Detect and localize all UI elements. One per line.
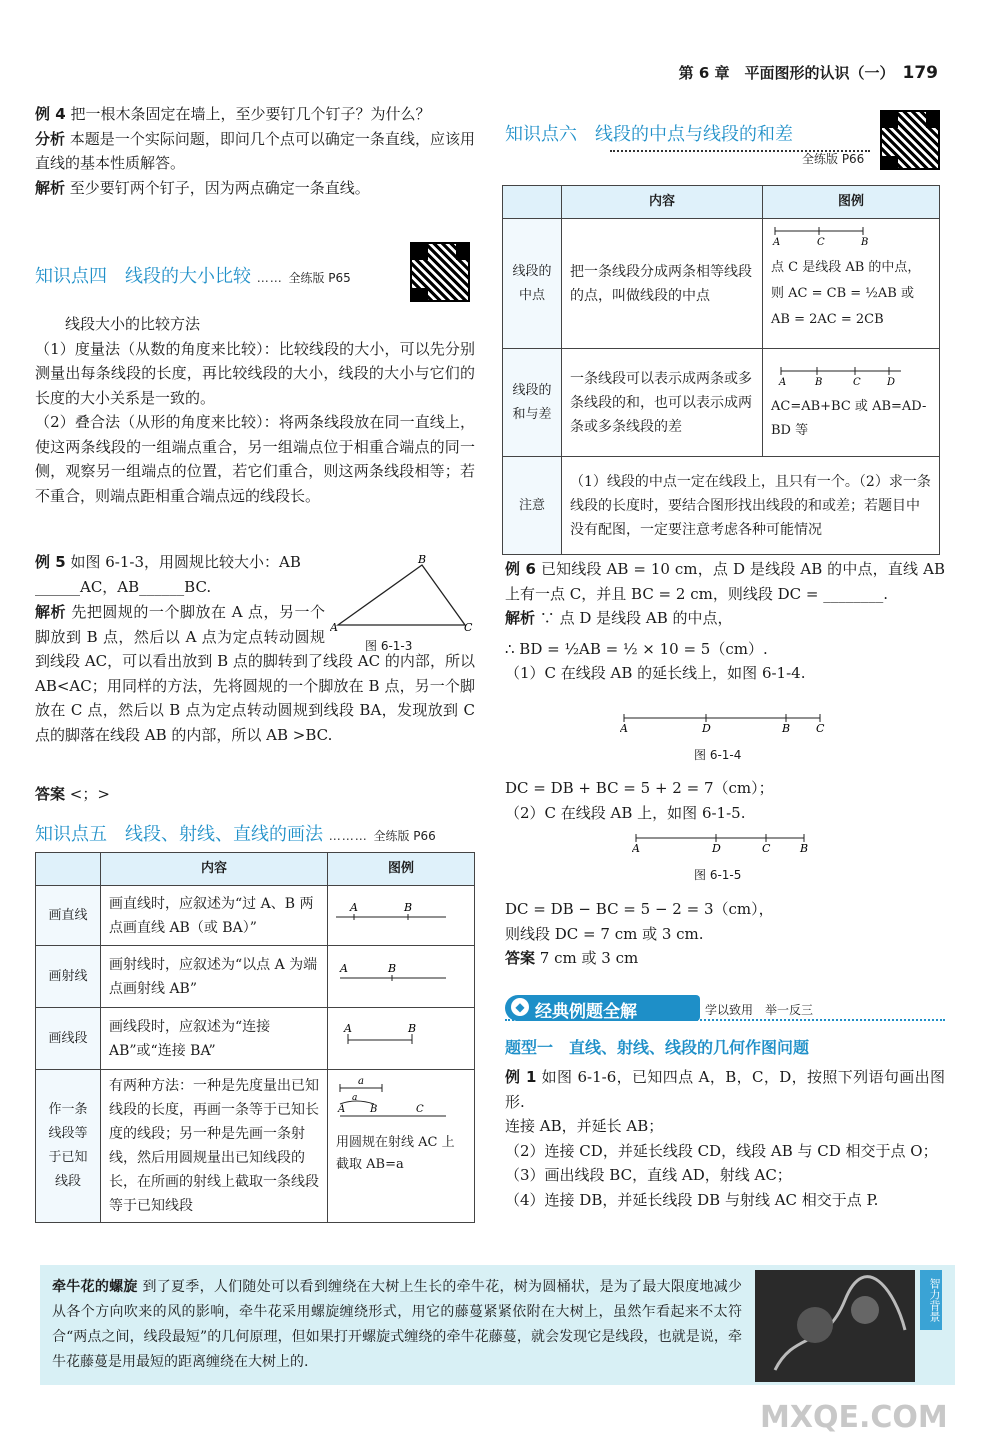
- table-row: [36, 946, 475, 1008]
- figure-6-1-4: [620, 710, 830, 734]
- point-a-label: A: [330, 621, 338, 634]
- kp4-para-0: 线段大小的比较方法: [65, 315, 201, 333]
- example-4: [35, 102, 475, 200]
- table-row: [503, 219, 940, 349]
- svg-text:A: A: [773, 237, 781, 247]
- ex5-q3: BC.: [184, 577, 212, 596]
- svg-text:A: A: [632, 842, 640, 854]
- tip-text: 到了夏季，人们随处可以看到缠绕在大树上生长的牵牛花，树为圆桶状，是为了最大限度地减少从各个方向吹来的风的影响，牵牛花采用螺旋缠绕形式，用它的藤蔓紧紧依附在大树上，虽然乍看起来不太符合“两点之间，线段最短”的几何原理，但如果打开螺旋式缠绕的牵牛花藤蔓，就会发现它是线段，也就是说，牵牛花藤蔓是用最短的距离缠绕在大树上的.: [52, 1279, 743, 1370]
- svg-text:C: C: [762, 842, 771, 854]
- svg-text:C: C: [816, 722, 825, 734]
- table6-header-row: [503, 186, 940, 219]
- svg-text:a: a: [358, 1076, 364, 1087]
- table5-row-text: 画直线时，应叙述为“过 A、B 两点画直线 AB（或 BA）”: [101, 886, 328, 946]
- table-row: [36, 1008, 475, 1070]
- ex5-answer-label: 答案: [35, 785, 66, 803]
- kp4-version: 全练版 P65: [288, 271, 351, 285]
- kp4-dots: ……: [256, 271, 283, 285]
- svg-text:a: a: [352, 1093, 358, 1103]
- svg-text:D: D: [702, 722, 711, 734]
- ex6-result-1: DC = DB + BC = 5 + 2 = 7（cm）；: [505, 779, 774, 797]
- ex1-item-2: （2）连接 CD，并延长线段 CD，线段 AB 与 CD 相交于点 O；: [505, 1141, 938, 1160]
- table-knowledge-6: [502, 185, 940, 555]
- fig-6-1-5-caption: 图 6-1-5: [694, 868, 742, 882]
- table6-row-label: 注意: [503, 457, 562, 555]
- table-row: [503, 457, 940, 555]
- table5-row-label: 画射线: [36, 946, 101, 1008]
- ex6-question: 已知线段 AB = 10 cm，点 D 是线段 AB 的中点，直线 AB 上有一点 C，并且 BC = 2 cm，则线段 DC = ________.: [505, 560, 945, 603]
- kp4-para-1: （1）度量法（从数的角度来比较）：比较线段的大小，可以先分别测量出每条线段的长度，再比较线段的大小，线段的大小与它们的长度的大小关系是一致的。: [35, 339, 475, 407]
- ex4-analysis-label: 分析: [35, 129, 66, 148]
- table5-header-content: 内容: [101, 853, 328, 886]
- copy-segment-note: 用圆规在射线 AC 上截取 AB=a: [336, 1135, 455, 1172]
- ex5-solution-block: [35, 600, 475, 747]
- copy-segment-figure: [328, 1070, 475, 1223]
- table5-header-figure: 图例: [328, 853, 475, 886]
- svg-text:A: A: [779, 376, 787, 387]
- svg-text:B: B: [861, 237, 869, 247]
- section-banner: [505, 995, 945, 1021]
- ex6-step-1: ∵ 点 D 是线段 AB 的中点，: [539, 609, 733, 627]
- table6-header-figure: 图例: [763, 186, 940, 219]
- ex1-item-3: （3）画出线段 BC，直线 AD，射线 AC；: [505, 1166, 792, 1184]
- tip-title: 牵牛花的螺旋: [52, 1279, 138, 1295]
- table5-row-text: 有两种方法：一种是先度量出已知线段的长度，再画一条等于已知长度的线段；另一种是先画一条射线，然后用圆规量出已知线段的长，在所画的射线上截取一条线段等于已知线段: [101, 1070, 328, 1223]
- ex5-solution: 先把圆规的一个脚放在 A 点，另一个脚放到 B 点，然后以 A 点为定点转动圆规到线段 AC，可以看出放到 B 点的脚转到了线段 AC 的内部，所以 AB<AC；用同样的方法，先将圆规的一个脚放在 B 点，另一个脚放在 C 点，然后以 B 点为定点转动圆规到线段 BA，发现放到 C 点的脚落在线段 AB 的内部，所以 AB >BC.: [35, 603, 475, 744]
- fig-6-1-3-caption: 图 6-1-3: [365, 639, 413, 653]
- ex6-result-3: 则线段 DC = 7 cm 或 3 cm.: [505, 924, 704, 943]
- table5-row-text: 画线段时，应叙述为“连接 AB”或“连接 BA”: [101, 1008, 328, 1070]
- example-1: [505, 1065, 945, 1212]
- kp6-title-text: 知识点六 线段的中点与线段的和差: [505, 124, 793, 145]
- table6-row-text: 一条线段可以表示成两条或多条线段的和，也可以表示成两条或多条线段的差: [562, 349, 763, 457]
- qr-code-icon[interactable]: [410, 242, 470, 302]
- kp4-para-2: （2）叠合法（从形的角度来比较）：将两条线段放在同一直线上，使这两条线段的一组端点重合，另一组端点位于相重合端点的同一侧，观察另一组端点的位置，若它们重合，则这两条线段相等；若不重合，则端点距相重合端点远的线段长。: [35, 413, 475, 505]
- svg-text:B: B: [815, 376, 823, 387]
- svg-text:B: B: [370, 1104, 378, 1115]
- page-header: [679, 62, 938, 83]
- ex6-result-2: DC = DB − BC = 5 − 2 = 3（cm），: [505, 900, 774, 918]
- ex5-q1: 如图 6-1-3，用圆规比较大小：AB: [70, 553, 301, 571]
- svg-text:A: A: [620, 722, 628, 734]
- ex6-case-2: （2）C 在线段 AB 上，如图 6-1-5.: [505, 803, 746, 822]
- svg-text:B: B: [800, 842, 809, 854]
- table-row: [36, 886, 475, 946]
- page-number: 179: [902, 63, 938, 83]
- figure-6-1-5: [632, 830, 812, 854]
- svg-text:A: A: [338, 1104, 346, 1115]
- table6-note-text: （1）线段的中点一定在线段上，且只有一个。（2）求一条线段的长度时，要结合图形找出线段的和或差；若题目中没有配图，一定要注意考虑各种可能情况: [562, 457, 940, 555]
- table6-row-text: 把一条线段分成两条相等线段的点，叫做线段的中点: [562, 219, 763, 349]
- ex5-answer: [35, 782, 475, 807]
- svg-text:C: C: [416, 1104, 424, 1115]
- kp4-title-text: 知识点四 线段的大小比较: [35, 266, 251, 287]
- ex5-solution-label: 解析: [35, 603, 67, 621]
- qr-code-icon[interactable]: [880, 110, 940, 170]
- ex1-question: 如图 6-1-6，已知四点 A，B，C，D，按照下列语句画出图形.: [505, 1068, 945, 1111]
- ex1-item-1: 连接 AB，并延长 AB；: [505, 1117, 664, 1135]
- ex6-answer-label: 答案: [505, 949, 536, 967]
- table-row: [503, 349, 940, 457]
- fig-6-1-4-caption: 图 6-1-4: [694, 748, 742, 762]
- svg-text:A: A: [350, 900, 358, 914]
- knowledge-point-6-title: [505, 120, 793, 146]
- svg-text:D: D: [887, 376, 896, 387]
- svg-text:A: A: [340, 961, 348, 975]
- table-knowledge-5: [35, 852, 475, 1223]
- table5-header-row: [36, 853, 475, 886]
- table5-row-label: 作一条线段等于已知线段: [36, 1070, 101, 1223]
- kp5-dots: ………: [328, 829, 368, 843]
- tip-text-block: [52, 1275, 742, 1375]
- ex4-label: 例 4: [35, 105, 66, 123]
- kp5-title-text: 知识点五 线段、射线、直线的画法: [35, 824, 323, 845]
- morning-glory-photo: [755, 1270, 915, 1382]
- ex4-solution: 至少要钉两个钉子，因为两点确定一条直线。: [69, 178, 370, 197]
- kp6-version: 全练版 P66: [802, 152, 865, 166]
- ex4-analysis: 本题是一个实际问题，即问几个点可以确定一条直线，应该用直线的基本性质解答。: [35, 129, 475, 172]
- sum-difference-note: AC=AB+BC 或 AB=AD-BD 等: [771, 398, 927, 438]
- banner-icon: ◆: [511, 998, 529, 1016]
- ex5-answer-text: <；>: [69, 785, 110, 803]
- ex6-step-2: ∴ BD = ½AB = ½ × 10 = 5（cm）.: [505, 639, 768, 658]
- banner-title: 经典例题全解: [535, 1002, 637, 1022]
- knowledge-point-4-title: [35, 262, 351, 288]
- table6-header-content: 内容: [562, 186, 763, 219]
- kp4-body: [35, 312, 475, 508]
- svg-text:B: B: [388, 961, 397, 975]
- midpoint-note: 点 C 是线段 AB 的中点，则 AC = CB = ½AB 或 AB = 2AC = 2CB: [771, 260, 921, 327]
- table6-row-label: 线段的中点: [503, 219, 562, 349]
- ex1-item-4: （4）连接 DB，并延长线段 DB 与射线 AC 相交于点 P.: [505, 1190, 879, 1209]
- example-5-question: 例 5 如图 6-1-3，用圆规比较大小：AB ______AC，AB______BC.: [35, 553, 301, 596]
- point-c-label: C: [464, 621, 473, 634]
- tip-side-label: 智力背景: [920, 1270, 942, 1330]
- chapter-title: 第 6 章 平面图形的认识（一）: [678, 64, 895, 82]
- example-6: [505, 557, 945, 686]
- ex6-continued: [505, 776, 945, 825]
- watermark: MXQE.COM: [760, 1400, 948, 1435]
- svg-text:B: B: [408, 1021, 417, 1035]
- ex6-solution-label: 解析: [505, 609, 536, 627]
- ex4-solution-label: 解析: [35, 178, 66, 197]
- svg-text:A: A: [344, 1021, 352, 1035]
- ex6-final: [505, 897, 945, 971]
- svg-text:C: C: [817, 237, 825, 247]
- svg-text:B: B: [404, 900, 413, 914]
- ex6-label: 例 6: [505, 560, 536, 578]
- ex6-case-1: （1）C 在线段 AB 的延长线上，如图 6-1-4.: [505, 664, 806, 682]
- banner-subtitle: 学以致用 举一反三: [705, 1003, 814, 1017]
- table6-row-label: 线段的和与差: [503, 349, 562, 457]
- kp5-version: 全练版 P66: [373, 829, 436, 843]
- table-row: [36, 1070, 475, 1223]
- sum-difference-figure: [763, 349, 940, 457]
- question-type-1-title: 题型一 直线、射线、线段的几何作图问题: [505, 1038, 810, 1057]
- svg-text:D: D: [712, 842, 721, 854]
- svg-text:B: B: [782, 722, 791, 734]
- ex5-q2: AC，AB: [80, 577, 140, 596]
- midpoint-figure: [763, 219, 940, 349]
- ex1-label: 例 1: [505, 1068, 537, 1086]
- ex4-question: 把一根木条固定在墙上，至少要钉几个钉子？为什么？: [70, 105, 431, 123]
- point-b-label: B: [418, 555, 427, 566]
- ex6-answer: 7 cm 或 3 cm: [539, 949, 639, 967]
- segment-figure: [328, 1008, 475, 1070]
- kp6-version-wrap: [802, 147, 864, 168]
- line-figure: [328, 886, 475, 946]
- ex5-label: 例 5: [35, 553, 66, 571]
- table5-row-label: 画直线: [36, 886, 101, 946]
- knowledge-point-5-title: [35, 820, 436, 846]
- table5-row-text: 画射线时，应叙述为“以点 A 为端点画射线 AB”: [101, 946, 328, 1008]
- ray-figure: [328, 946, 475, 1008]
- table5-row-label: 画线段: [36, 1008, 101, 1070]
- svg-text:C: C: [853, 376, 861, 387]
